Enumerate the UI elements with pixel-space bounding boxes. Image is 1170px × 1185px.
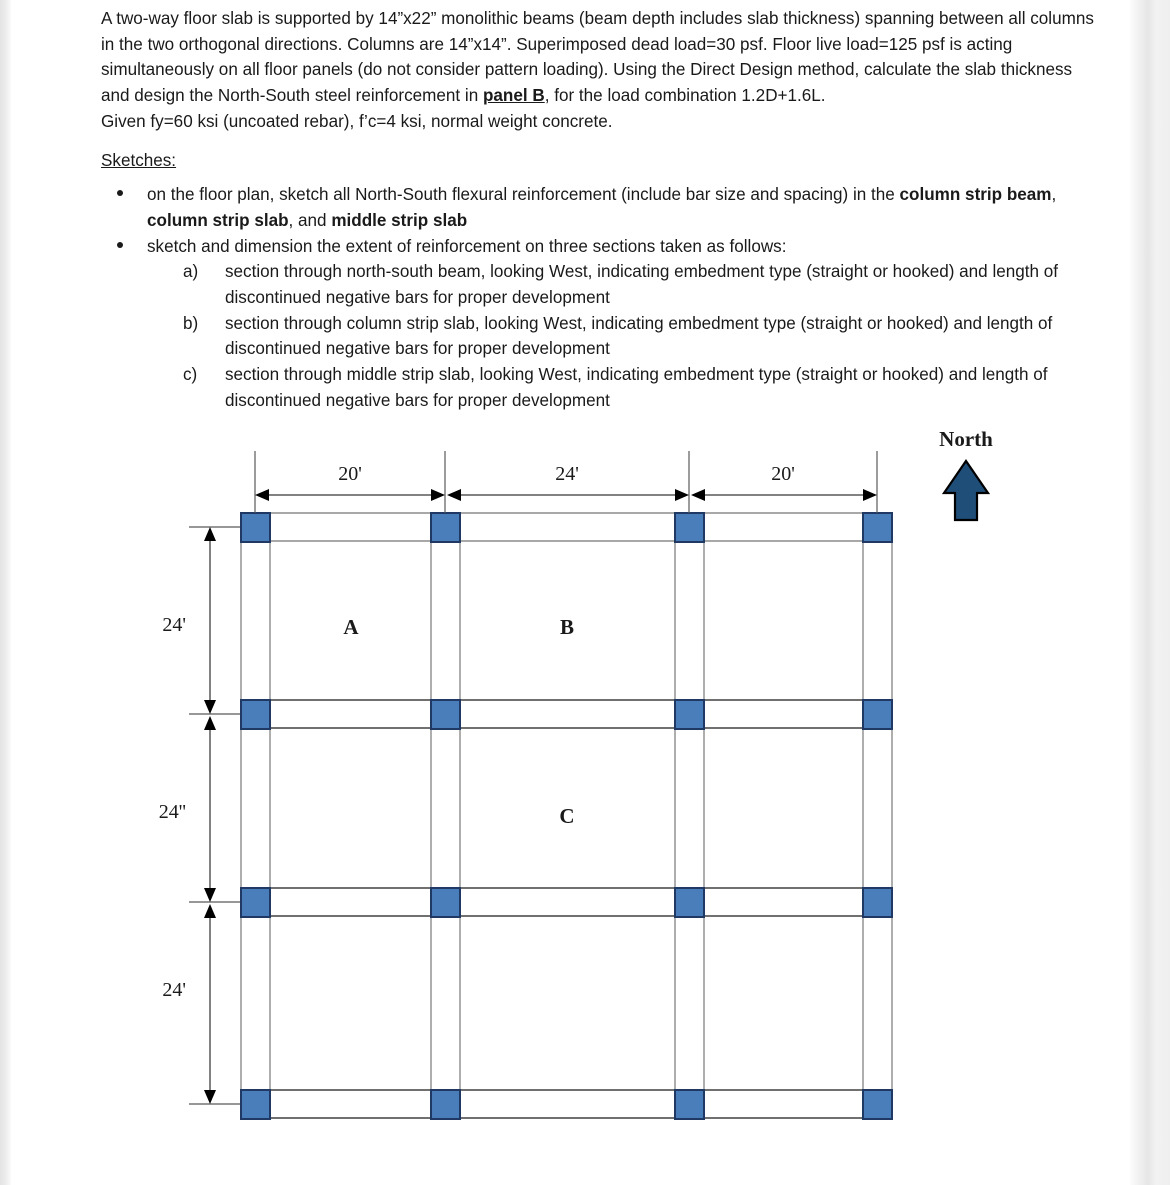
term-middle-strip-slab: middle strip slab [331,210,468,230]
north-arrow-shape [944,461,988,520]
floor-plan-drawing [11,418,1096,1148]
bullet-2-text: sketch and dimension the extent of reinforcement on three sections taken as follows: [147,236,787,256]
left-dimension-label-3: 24' [162,979,186,1001]
bullet-1-text: on the floor plan, sketch all North-South flexural reinforcement (include bar size and spacing) in the [147,185,900,205]
panel-label-c: C [559,804,575,828]
panel-label-a: A [343,615,359,639]
arrowhead-down-icon [204,888,216,902]
list-item [101,182,1096,233]
term-column-strip-beam: column strip beam [899,185,1052,205]
panel-b-reference: panel B [482,86,545,106]
left-extension-lines [189,527,240,1104]
column [675,513,704,542]
list-item [101,234,1096,414]
list-item [183,311,1096,362]
top-dimension-label-1: 20' [338,463,362,485]
left-dimension-label-1: 24' [162,614,186,636]
sub-items-wrapper [147,259,1096,413]
item-text-a: section through north-south beam, looking West, indicating embedment type (straight or hooked) and length of discontinued negative bars for proper development [225,262,1059,308]
document-body [101,0,1096,414]
column [241,1090,270,1119]
list-item [183,362,1096,413]
sketch-sections-list [183,259,1096,413]
sketches-heading-text: Sketches: [101,150,177,170]
arrowhead-up-icon [204,904,216,918]
page-gutter-right [1130,0,1170,1185]
column [675,888,704,917]
left-dimension-label-2: 24'' [158,801,186,823]
arrowhead-left-icon [255,489,269,501]
column [241,513,270,542]
top-dimension-label-2: 24' [555,463,579,485]
column [863,700,892,729]
term-column-strip-slab: column strip slab [147,210,289,230]
north-label: North [939,427,993,451]
sketches-bullet-list [101,173,1096,413]
arrowhead-right-icon [675,489,689,501]
column [863,1090,892,1119]
item-marker-a: a) [183,262,199,282]
given-materials-line: Given fy=60 ksi (uncoated rebar), f’c=4 ksi, normal weight concrete. [101,111,613,131]
column [431,1090,460,1119]
arrowhead-down-icon [204,700,216,714]
arrowhead-right-icon [863,489,877,501]
item-marker-c: c) [183,365,198,385]
arrowhead-up-icon [204,716,216,730]
bullet-1-sep-2: , and [288,210,332,230]
north-arrow-icon [944,461,988,520]
panel-label-b: B [559,615,575,639]
arrowhead-left-icon [691,489,705,501]
bullet-dot-icon [117,242,123,248]
arrowhead-left-icon [447,489,461,501]
problem-statement-text-end: , for the load combination 1.2D+1.6L. [544,86,826,106]
problem-statement-text: A two-way floor slab is supported by 14”x22” monolithic beams (beam depth includes slab thickness) spanning between all columns in the two orthogonal directions. Columns are 14”x14”. Superimposed dead load=30 psf. Floor live load=125 psf is acting simultaneously on all floor panels (do not consider pattern loading). Using the Direct Design method, calculate the slab thickness and design the North-South steel reinforcement in [101,9,1094,106]
item-text-c: section through middle strip slab, looking West, indicating embedment type (straight or hooked) and length of discontinued negative bars for proper development [225,365,1048,410]
column [863,513,892,542]
document-page [11,0,1130,1185]
top-dimension-label-3: 20' [771,463,795,485]
sketches-heading [101,135,1096,174]
arrowhead-right-icon [431,489,445,501]
page-gutter-left [0,0,11,1185]
top-dimension-lines [255,489,877,501]
item-text-b: section through column strip slab, looking West, indicating embedment type (straight or hooked) and length of discontinued negative bars for proper development [225,313,1053,359]
column [431,888,460,917]
column [431,513,460,542]
item-marker-b: b) [183,313,199,333]
column [675,700,704,729]
bullet-1-sep-1: , [1051,185,1057,205]
column [241,888,270,917]
list-item [183,259,1096,310]
arrowhead-up-icon [204,527,216,541]
horizontal-beam-lines-2 [240,700,893,1118]
problem-statement-paragraph [101,0,1096,109]
column [675,1090,704,1119]
horizontal-beam-lines [240,513,893,541]
left-dimension-lines [204,527,216,1104]
bullet-dot-icon [117,190,123,196]
column [863,888,892,917]
column [431,700,460,729]
column [241,700,270,729]
arrowhead-down-icon [204,1090,216,1104]
